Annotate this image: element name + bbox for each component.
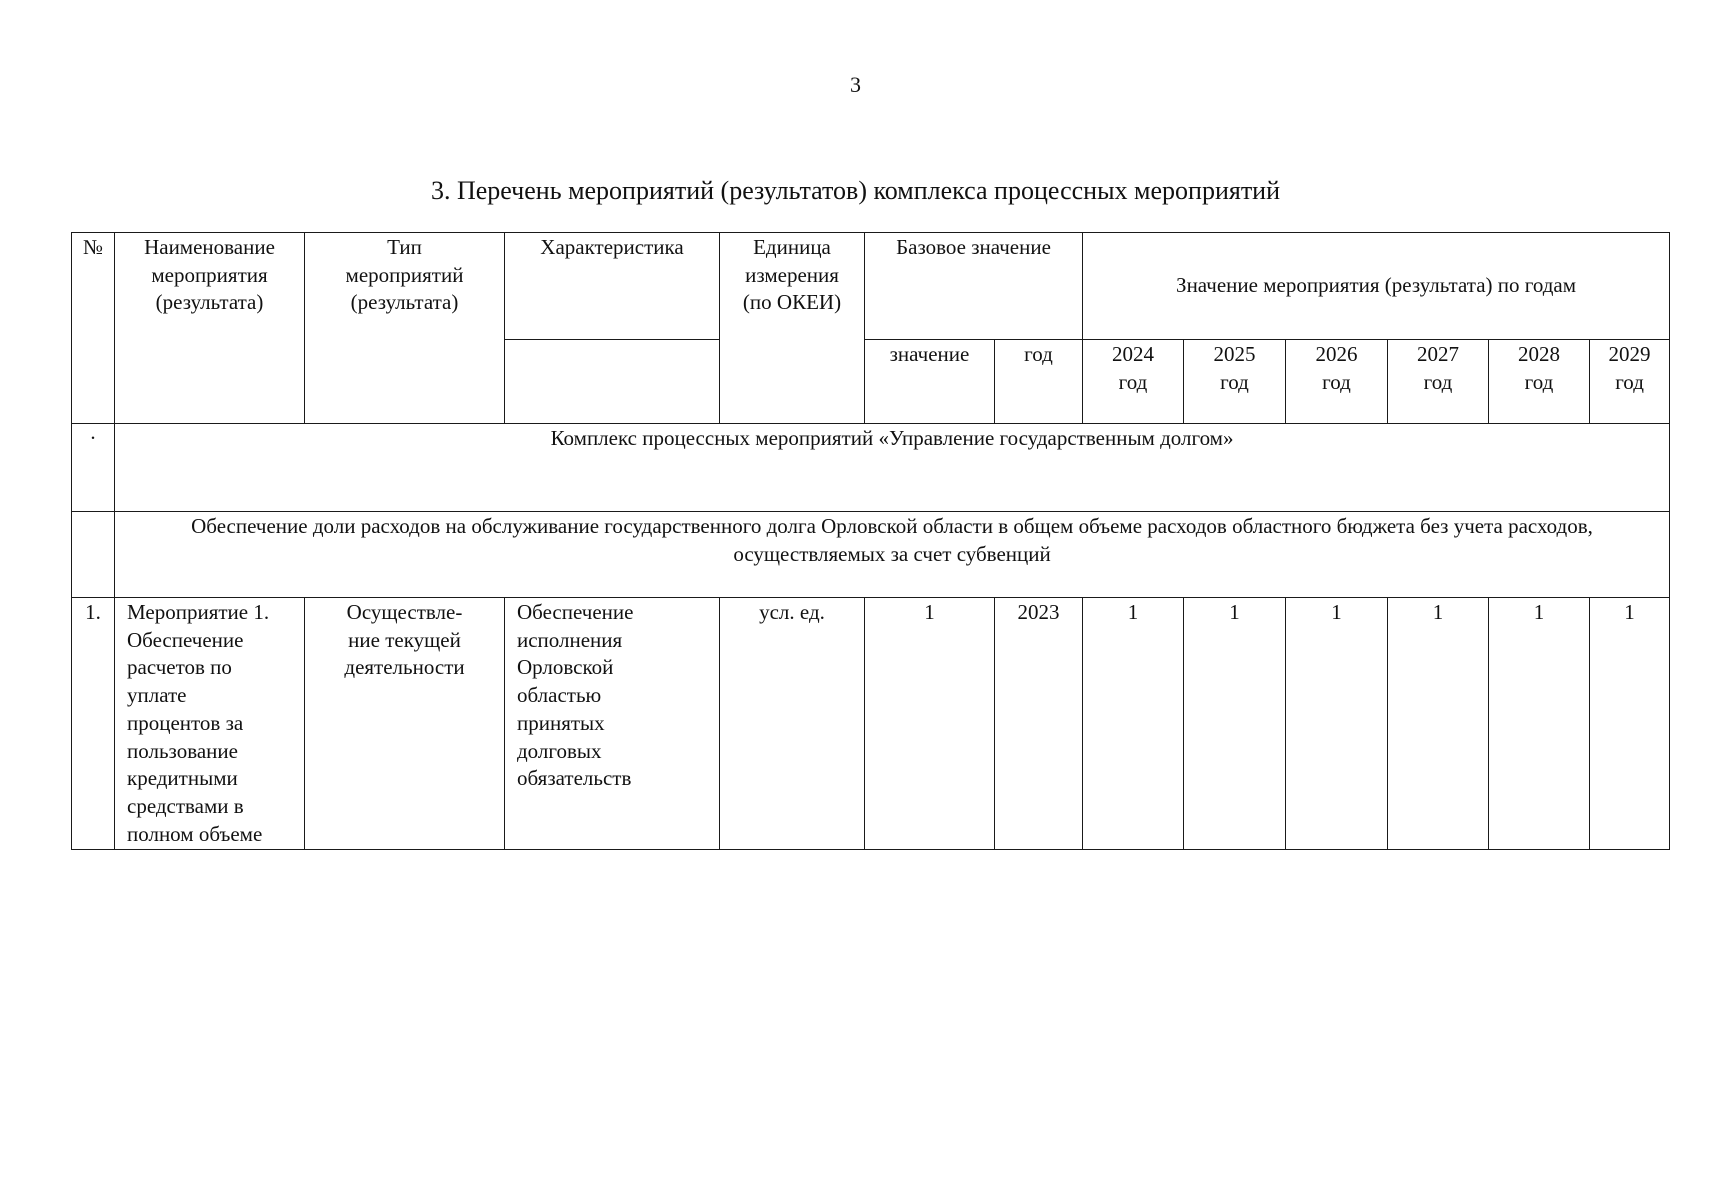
section-row xyxy=(72,424,1670,512)
row-characteristic-line: исполнения xyxy=(517,627,623,652)
row-name-line: уплате xyxy=(127,683,187,708)
header-type xyxy=(305,233,505,424)
year-label: 2024 xyxy=(1112,342,1155,366)
row-name-line: расчетов по xyxy=(127,655,232,680)
header-type-line: Тип xyxy=(387,235,422,259)
year-suffix: год xyxy=(1118,369,1148,394)
header-unit-line: Единица xyxy=(753,235,831,259)
header-characteristic: Характеристика xyxy=(505,233,720,340)
row-value-2025: 1 xyxy=(1184,598,1286,850)
header-year-2026 xyxy=(1286,340,1388,424)
header-base-value: значение xyxy=(865,340,995,424)
header-unit-line: измерения xyxy=(745,262,839,287)
header-year-2027 xyxy=(1388,340,1489,424)
row-name-line: полном объеме xyxy=(127,821,263,846)
row-type-line: Осуществле- xyxy=(346,600,463,624)
goal-row xyxy=(72,512,1670,598)
row-name-line: Обеспечение xyxy=(127,627,244,652)
goal-num xyxy=(72,512,115,598)
row-num: 1. xyxy=(72,598,115,850)
row-name-line: Мероприятие 1. xyxy=(127,600,270,624)
row-name-line: процентов за xyxy=(127,710,244,735)
row-base-value: 1 xyxy=(865,598,995,850)
year-label: 2025 xyxy=(1213,342,1256,366)
row-characteristic-line: обязательств xyxy=(517,766,632,791)
row-base-year: 2023 xyxy=(995,598,1083,850)
row-value-2027: 1 xyxy=(1388,598,1489,850)
header-base-year: год xyxy=(995,340,1083,424)
row-name xyxy=(115,598,305,850)
row-characteristic-line: принятых xyxy=(517,710,605,735)
year-label: 2026 xyxy=(1315,342,1358,366)
header-unit-line: (по ОКЕИ) xyxy=(742,290,842,315)
year-suffix: год xyxy=(1615,369,1644,394)
row-characteristic-line: областью xyxy=(517,683,602,708)
row-value-2026: 1 xyxy=(1286,598,1388,850)
header-base: Базовое значение xyxy=(865,233,1083,340)
section-title: Комплекс процессных мероприятий «Управление государственным долгом» xyxy=(115,424,1670,512)
year-label: 2027 xyxy=(1417,342,1460,366)
header-name-line: (результата) xyxy=(155,290,264,315)
year-label: 2028 xyxy=(1518,342,1561,366)
year-suffix: год xyxy=(1322,369,1351,394)
header-row-1 xyxy=(72,233,1670,340)
year-label: 2029 xyxy=(1608,342,1651,366)
events-table xyxy=(71,232,1670,850)
row-type-line: деятельности xyxy=(344,655,465,680)
page-title: 3. Перечень мероприятий (результатов) комплекса процессных мероприятий xyxy=(430,176,1281,205)
row-name-line: пользование xyxy=(127,738,238,763)
header-type-line: (результата) xyxy=(350,290,459,315)
row-characteristic-line: Обеспечение xyxy=(517,600,634,624)
header-name xyxy=(115,233,305,424)
header-name-line: мероприятия xyxy=(151,262,268,287)
row-type-line: ние текущей xyxy=(348,627,461,652)
header-num: № xyxy=(72,233,115,424)
year-suffix: год xyxy=(1524,369,1554,394)
section-num: · xyxy=(72,424,115,512)
row-characteristic-line: долговых xyxy=(517,738,602,763)
row-characteristic xyxy=(505,598,720,850)
header-year-2029 xyxy=(1590,340,1670,424)
header-year-2028 xyxy=(1489,340,1590,424)
row-value-2028: 1 xyxy=(1489,598,1590,850)
year-suffix: год xyxy=(1423,369,1453,394)
row-value-2024: 1 xyxy=(1083,598,1184,850)
header-year-2025 xyxy=(1184,340,1286,424)
row-unit: усл. ед. xyxy=(720,598,865,850)
row-type xyxy=(305,598,505,850)
header-by-years: Значение мероприятия (результата) по годам xyxy=(1083,233,1670,340)
page-number: 3 xyxy=(850,72,861,97)
row-value-2029: 1 xyxy=(1590,598,1670,850)
table-row xyxy=(72,598,1670,850)
header-unit xyxy=(720,233,865,424)
row-name-line: средствами в xyxy=(127,794,244,819)
row-characteristic-line: Орловской xyxy=(517,655,614,680)
header-name-line: Наименование xyxy=(144,235,275,259)
goal-text: Обеспечение доли расходов на обслуживание государственного долга Орловской области в общем объеме расходов областного бюджета без учета расходов, осуществляемых за счет субвенций xyxy=(115,512,1670,598)
row-name-line: кредитными xyxy=(127,766,238,791)
year-suffix: год xyxy=(1220,369,1249,394)
header-year-2024 xyxy=(1083,340,1184,424)
header-characteristic-sub xyxy=(505,340,720,424)
header-type-line: мероприятий xyxy=(345,262,464,287)
